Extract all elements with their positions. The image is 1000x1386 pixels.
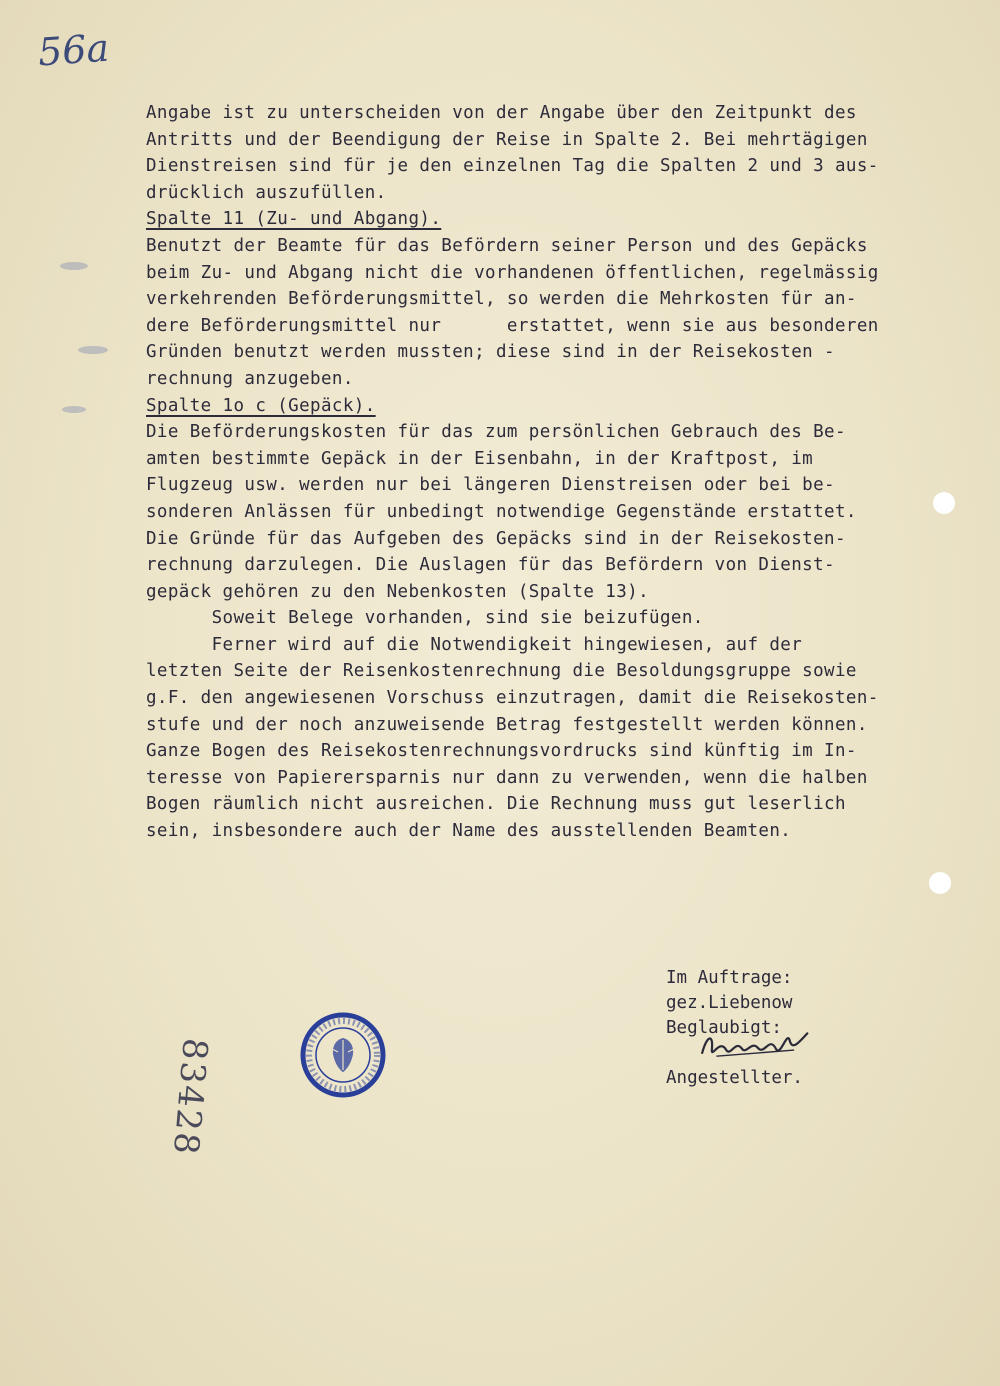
text-line: gepäck gehören zu den Nebenkosten (Spalte 13). xyxy=(146,581,650,602)
text-line: Angabe ist zu unterscheiden von der Angabe über den Zeitpunkt des xyxy=(146,103,857,123)
section-heading xyxy=(146,393,976,420)
text-line: beim Zu- und Abgang nicht die vorhandenen öffentlichen, regelmässig xyxy=(146,262,879,283)
text-line: Antritts und der Beendigung der Reise in Spalte 2. Bei mehrtägigen xyxy=(146,129,868,150)
text-line: sein, insbesondere auch der Name des ausstellenden Beamten. xyxy=(146,821,792,842)
text-line: stufe und der noch anzuweisende Betrag festgestellt werden können. xyxy=(146,714,868,735)
signature-line: gez.Liebenow xyxy=(666,993,793,1013)
signature-line: Im Auftrage: xyxy=(666,968,793,988)
section-heading-text: Spalte 11 (Zu- und Abgang). xyxy=(146,209,442,230)
section-heading-text: Spalte 1o c (Gepäck). xyxy=(146,395,376,416)
signature-line: Angestellter. xyxy=(666,1068,803,1088)
text-line: verkehrenden Beförderungsmittel, so werden die Mehrkosten für an- xyxy=(146,289,857,310)
section-heading xyxy=(146,206,976,233)
text-line: Die Beförderungskosten für das zum persönlichen Gebrauch des Be- xyxy=(146,422,846,443)
text-line: letzten Seite der Reisenkostenrechnung die Besoldungsgruppe sowie xyxy=(146,661,857,682)
handwritten-signature xyxy=(697,1025,819,1071)
text-line: sonderen Anlässen für unbedingt notwendige Gegenstände erstattet. xyxy=(146,501,857,522)
ink-smudge xyxy=(78,346,108,354)
ink-smudge xyxy=(60,262,88,270)
text-line: rechnung anzugeben. xyxy=(146,368,354,389)
signature-line: Beglaubigt: xyxy=(666,1018,782,1038)
text-line: Benutzt der Beamte für das Befördern seiner Person und des Gepäcks xyxy=(146,235,868,256)
archive-stamp xyxy=(298,1010,388,1100)
text-line: teresse von Papierersparnis nur dann zu verwenden, wenn die halben xyxy=(146,767,868,788)
text-line: drücklich auszufüllen. xyxy=(146,182,387,203)
page-number: 56a xyxy=(36,25,111,75)
text-line: Dienstreisen sind für je den einzelnen Tag die Spalten 2 und 3 aus- xyxy=(146,156,879,177)
text-line: rechnung darzulegen. Die Auslagen für das Befördern von Dienst- xyxy=(146,555,835,576)
archive-stamp-icon xyxy=(298,1010,388,1100)
handwritten-signature-icon xyxy=(697,1025,819,1065)
text-line: g.F. den angewiesenen Vorschuss einzutragen, damit die Reisekosten- xyxy=(146,688,879,709)
ink-smudge xyxy=(62,406,86,413)
punch-hole-bottom xyxy=(929,872,951,894)
text-line: Soweit Belege vorhanden, sind sie beizufügen. xyxy=(146,608,704,629)
text-line: Gründen benutzt werden mussten; diese sind in der Reisekosten - xyxy=(146,342,835,363)
text-line: Bogen räumlich nicht ausreichen. Die Rechnung muss gut leserlich xyxy=(146,794,846,815)
text-line: dere Beförderungsmittel nur erstattet, wenn sie aus besonderen xyxy=(146,315,879,336)
body-text xyxy=(146,100,976,845)
text-line: amten bestimmte Gepäck in der Eisenbahn, in der Kraftpost, im xyxy=(146,448,814,469)
text-line: Flugzeug usw. werden nur bei längeren Dienstreisen oder bei be- xyxy=(146,475,835,496)
text-line: Ganze Bogen des Reisekostenrechnungsvordrucks sind künftig im In- xyxy=(146,741,857,762)
text-line: Die Gründe für das Aufgeben des Gepäcks sind in der Reisekosten- xyxy=(146,528,846,549)
archive-number: 83428 xyxy=(164,1036,215,1158)
text-line: Ferner wird auf die Notwendigkeit hingewiesen, auf der xyxy=(146,634,803,655)
